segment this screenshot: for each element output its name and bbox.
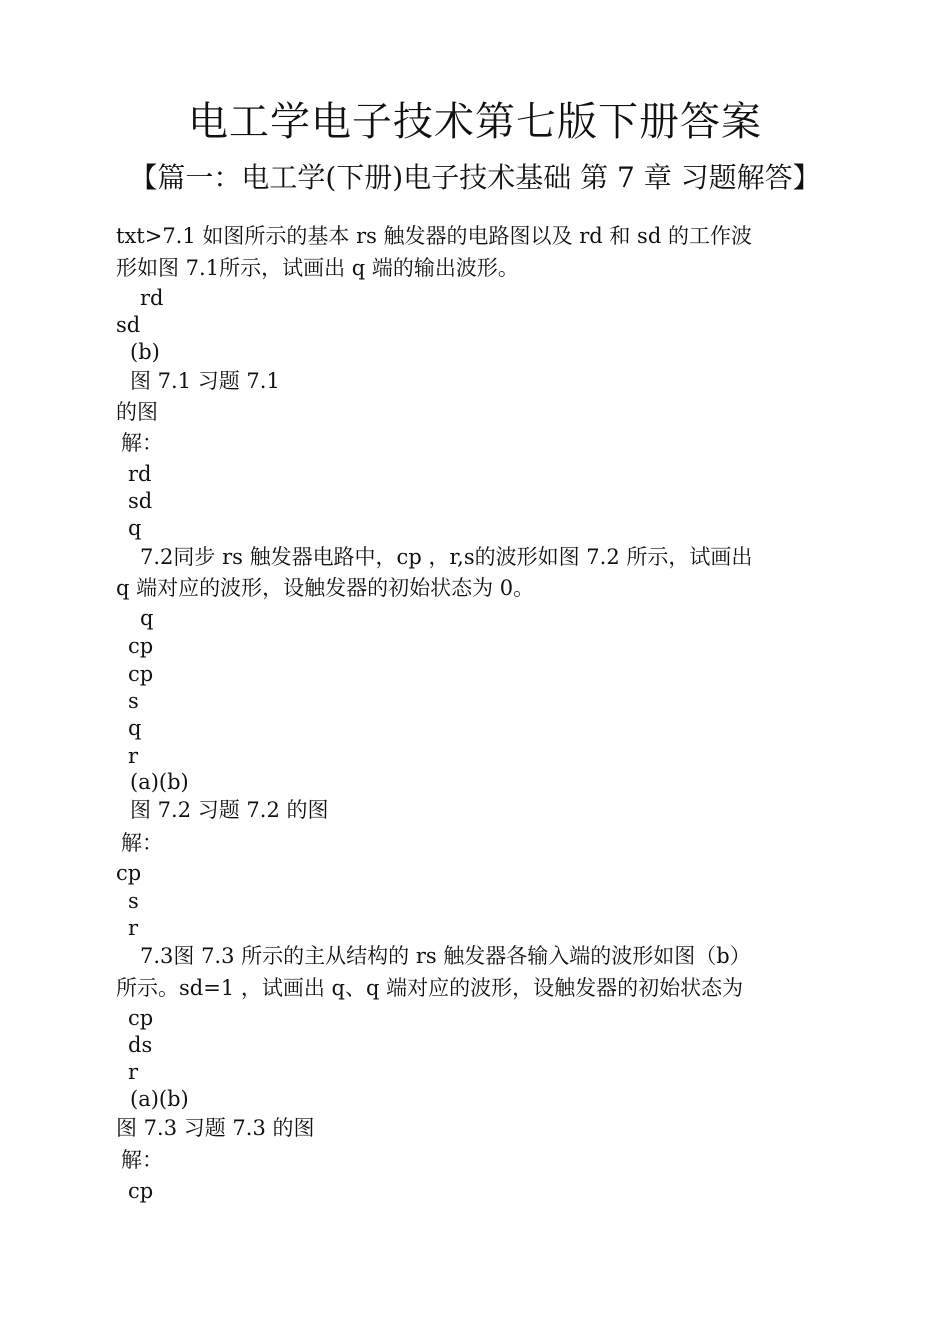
- text-line: 7.3图 7.3 所示的主从结构的 rs 触发器各输入端的波形如图（b）: [140, 944, 751, 968]
- document-title: 电工学电子技术第七版下册答案: [188, 99, 762, 145]
- text-line: 形如图 7.1所示，试画出 q 端的输出波形。: [116, 256, 519, 280]
- text-line: (a)(b): [130, 770, 189, 794]
- text-line: sd: [128, 489, 153, 513]
- solution-label: 解：: [121, 831, 163, 855]
- text-line: rd: [128, 462, 152, 486]
- text-line: ds: [128, 1033, 153, 1057]
- text-line: q: [128, 716, 142, 740]
- text-line: r: [128, 744, 139, 768]
- text-line: sd: [116, 313, 141, 337]
- text-line: 的图: [116, 400, 158, 424]
- text-line: q 端对应的波形，设触发器的初始状态为 0。: [116, 576, 535, 600]
- text-line: cp: [128, 662, 154, 686]
- solution-label: 解：: [121, 431, 163, 455]
- text-line: cp: [128, 1179, 154, 1203]
- text-line: rd: [140, 286, 164, 310]
- solution-label: 解：: [121, 1148, 163, 1172]
- text-line: cp: [128, 1006, 154, 1030]
- text-line: r: [128, 916, 139, 940]
- document-subtitle: 【篇一：电工学(下册)电子技术基础 第 7 章 习题解答】: [129, 161, 821, 194]
- figure-caption: 图 7.1 习题 7.1: [130, 369, 280, 393]
- text-line: q: [128, 516, 142, 540]
- text-line: q: [140, 606, 154, 630]
- figure-caption: 图 7.2 习题 7.2 的图: [130, 798, 329, 822]
- text-line: r: [128, 1060, 139, 1084]
- text-line: txt>7.1 如图所示的基本 rs 触发器的电路图以及 rd 和 sd 的工作波: [116, 224, 752, 248]
- text-line: (b): [130, 340, 160, 364]
- text-line: 7.2同步 rs 触发器电路中，cp ，r,s的波形如图 7.2 所示，试画出: [140, 545, 753, 569]
- figure-caption: 图 7.3 习题 7.3 的图: [116, 1116, 315, 1140]
- text-line: (a)(b): [130, 1087, 189, 1111]
- text-line: cp: [128, 634, 154, 658]
- text-line: 所示。sd=1 ，试画出 q、q 端对应的波形，设触发器的初始状态为: [116, 976, 744, 1000]
- text-line: s: [128, 689, 139, 713]
- text-line: cp: [116, 861, 142, 885]
- text-line: s: [128, 889, 139, 913]
